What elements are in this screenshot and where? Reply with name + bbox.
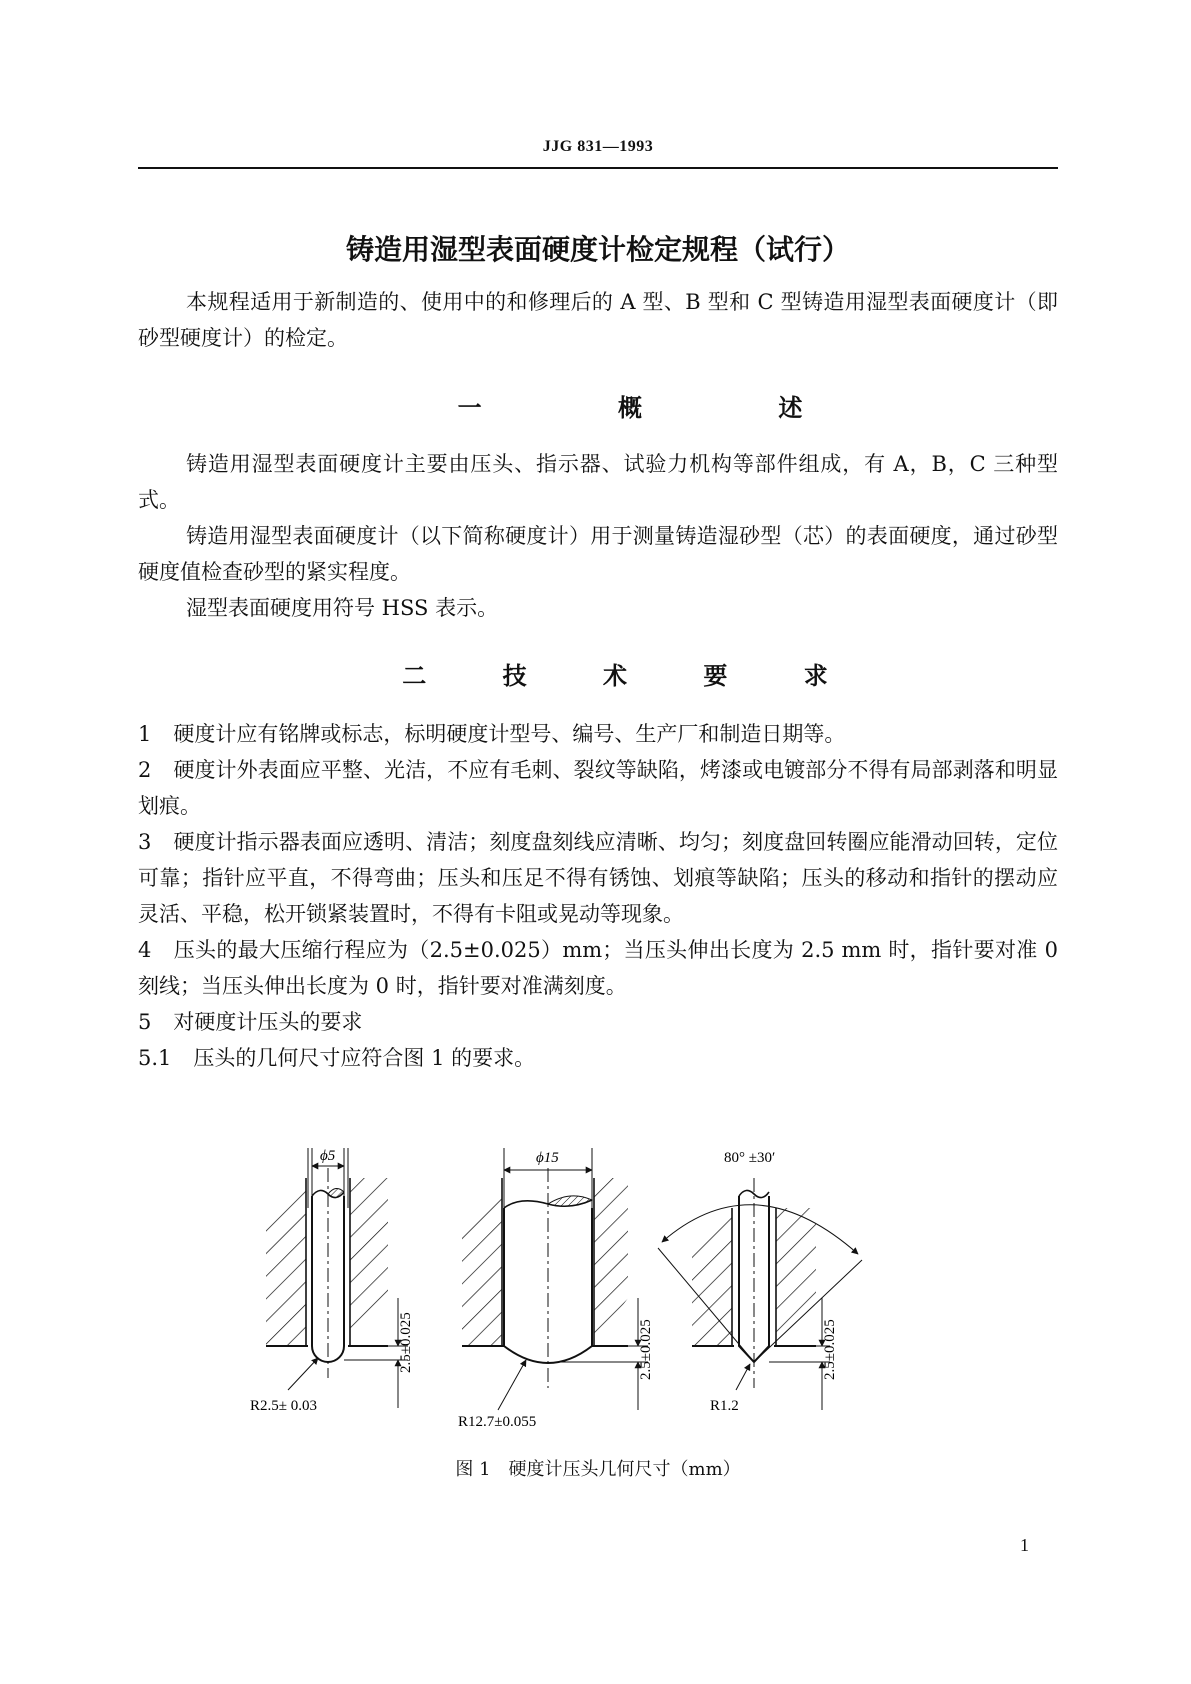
indenter-b-stroke-label: 2.5±0.025 [638, 1319, 654, 1380]
indenter-c-hatch-left [692, 1208, 732, 1346]
item-number: 5 [138, 1010, 152, 1034]
overview-paragraph-1: 铸造用湿型表面硬度计主要由压头、指示器、试验力机构等部件组成，有 A，B，C 三种型式。 [138, 452, 1058, 512]
indenter-c-stroke-label: 2.5±0.025 [822, 1319, 838, 1380]
page-number: 1 [1020, 1535, 1029, 1555]
indenter-b-drawing [458, 1148, 654, 1450]
indenter-a-drawing [250, 1148, 414, 1450]
indenter-c-angle-label: 80° ±30′ [724, 1150, 776, 1166]
requirement-item-1 [138, 716, 1058, 752]
indenter-b-diameter-label: ϕ15 [536, 1150, 559, 1166]
indenter-b-hatch-right [594, 1178, 628, 1346]
header-rule [138, 167, 1058, 169]
indenter-a-hatch-right [350, 1178, 388, 1346]
figure-indenter-geometry [250, 1148, 958, 1438]
indenter-c-drawing [658, 1150, 862, 1450]
indenter-b-hatch-left [462, 1178, 502, 1346]
intro-paragraph: 本规程适用于新制造的、使用中的和修理后的 A 型、B 型和 C 型铸造用湿型表面硬度计（即砂型硬度计）的检定。 [138, 290, 1058, 350]
overview-paragraph-2: 铸造用湿型表面硬度计（以下简称硬度计）用于测量铸造湿砂型（芯）的表面硬度，通过砂型硬度值检查砂型的紧实程度。 [138, 524, 1058, 584]
indenter-a-diameter-label: ϕ5 [320, 1148, 336, 1164]
indenter-c-radius-label: R1.2 [710, 1398, 739, 1414]
item-text: 对硬度计压头的要求 [173, 1010, 363, 1034]
indenter-a-hatch-left [266, 1178, 306, 1346]
item-text: 压头的最大压缩行程应为（2.5±0.025）mm；当压头伸出长度为 2.5 mm 时，指针要对准 0 刻线；当压头伸出长度为 0 时，指针要对准满刻度。 [138, 938, 1058, 998]
item-number: 4 [138, 938, 152, 962]
item-text: 硬度计应有铭牌或标志，标明硬度计型号、编号、生产厂和制造日期等。 [173, 722, 846, 746]
requirement-item-3 [138, 824, 1058, 932]
requirement-item-5-1 [138, 1040, 1058, 1076]
item-number: 5.1 [138, 1046, 172, 1070]
indenter-c-hatch-right [776, 1208, 816, 1346]
item-number: 2 [138, 758, 152, 782]
document-title: 铸造用湿型表面硬度计检定规程（试行） [345, 233, 850, 266]
item-number: 3 [138, 830, 152, 854]
section-heading-overview: 一 概 述 [457, 394, 867, 422]
requirement-item-5 [138, 1004, 1058, 1040]
requirement-item-2 [138, 752, 1058, 824]
item-text: 硬度计指示器表面应透明、清洁；刻度盘刻线应清晰、均匀；刻度盘回转圈应能滑动回转，定位可靠；指针应平直，不得弯曲；压头和压足不得有锈蚀、划痕等缺陷；压头的移动和指针的摆动应灵活、平稳，松开锁紧装置时，不得有卡阻或晃动等现象。 [138, 830, 1058, 926]
section-heading-technical-requirements: 二 技 术 要 求 [402, 662, 862, 690]
item-text: 硬度计外表面应平整、光洁，不应有毛刺、裂纹等缺陷，烤漆或电镀部分不得有局部剥落和明显划痕。 [138, 758, 1058, 818]
standard-code-header: JJG 831—1993 [542, 138, 654, 155]
item-number: 1 [138, 722, 152, 746]
item-text: 压头的几何尺寸应符合图 1 的要求。 [193, 1046, 536, 1070]
requirement-item-4 [138, 932, 1058, 1004]
indenter-b-radius-label: R12.7±0.055 [458, 1414, 537, 1430]
indenter-a-stroke-label: 2.5±0.025 [398, 1312, 414, 1373]
figure-caption: 图 1 硬度计压头几何尺寸（mm） [455, 1459, 741, 1480]
indenter-a-radius-label: R2.5± 0.03 [250, 1398, 317, 1414]
overview-paragraph-3: 湿型表面硬度用符号 HSS 表示。 [186, 596, 499, 620]
